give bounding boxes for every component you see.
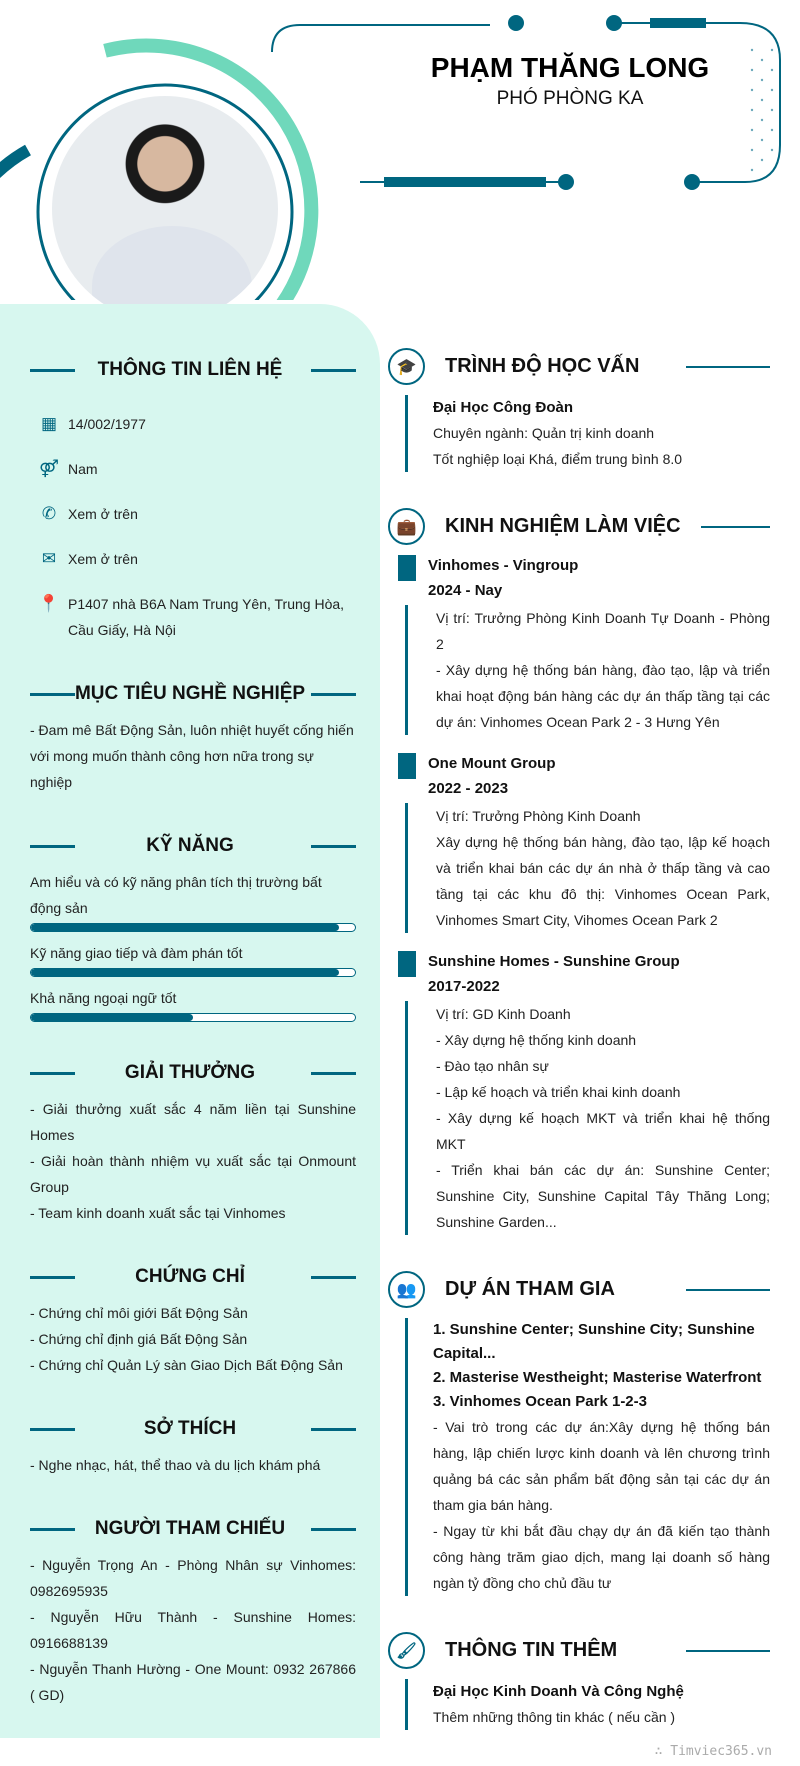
extra-section	[388, 1632, 770, 1730]
objective-heading: MỤC TIÊU NGHỀ NGHIỆP	[0, 681, 380, 707]
project-title: 2. Masterise Westheight; Masterise Waterfront	[433, 1369, 762, 1386]
projects-heading: 👥 DỰ ÁN THAM GIA	[388, 1271, 770, 1308]
brush-icon: 🖌	[388, 1632, 425, 1669]
cert-item: - Chứng chỉ môi giới Bất Động Sản	[30, 1305, 248, 1321]
contact-section	[0, 357, 380, 643]
school-name: Đại Học Công Đoàn	[433, 399, 574, 416]
location-icon: 📍	[38, 594, 60, 613]
education-section	[388, 348, 770, 472]
job-line: - Xây dựng hệ thống bán hàng, đào tạo, lập và triển khai hoạt động bán hàng các dự án thấp tầng tại các dự án: Vinhomes Ocean Park 2 - 3 Hưng Yên	[436, 662, 770, 730]
job-company: Sunshine Homes - Sunshine Group	[428, 953, 680, 970]
refs-heading: NGƯỜI THAM CHIẾU	[0, 1516, 380, 1542]
job-company: One Mount Group	[428, 755, 556, 772]
watermark: ∴ Timviec365.vn	[654, 1744, 772, 1759]
skill-label: Khả năng ngoại ngữ tốt	[30, 990, 177, 1006]
calendar-icon: ▦	[40, 414, 58, 433]
job-item	[388, 949, 770, 1235]
objective-section	[0, 681, 380, 795]
contact-birthday: ▦ 14/002/1977	[30, 411, 356, 437]
hobbies-text: - Nghe nhạc, hát, thể thao và du lịch khám phá	[30, 1457, 321, 1473]
hobbies-section	[0, 1416, 380, 1478]
projects-section	[388, 1271, 770, 1596]
experience-section	[388, 508, 770, 1235]
education-heading: 🎓 TRÌNH ĐỘ HỌC VẤN	[388, 348, 770, 385]
hobbies-heading: SỞ THÍCH	[0, 1416, 380, 1442]
timeline-marker	[398, 951, 416, 977]
certs-section	[0, 1264, 380, 1378]
job-period: 2022 - 2023	[428, 780, 509, 797]
job-line: - Xây dựng hệ thống kinh doanh	[436, 1032, 637, 1048]
experience-heading: 💼 KINH NGHIỆM LÀM VIỆC	[388, 508, 770, 545]
award-item: - Team kinh doanh xuất sắc tại Vinhomes	[30, 1205, 286, 1221]
job-description	[405, 1001, 770, 1235]
contact-phone: ✆ Xem ở trên	[30, 501, 356, 527]
graduation-cap-icon: 🎓	[388, 348, 425, 385]
extra-block	[405, 1679, 770, 1730]
divider	[686, 1289, 770, 1291]
awards-list	[0, 1096, 380, 1226]
gender-icon: ⚤	[39, 459, 59, 478]
candidate-name: PHẠM THĂNG LONG	[430, 52, 710, 83]
job-line: Vị trí: Trưởng Phòng Kinh Doanh	[436, 808, 641, 824]
ref-item: - Nguyễn Trọng An - Phòng Nhân sự Vinhomes: 0982695935	[30, 1557, 356, 1599]
ref-item: - Nguyễn Hữu Thành - Sunshine Homes: 0916688139	[30, 1609, 356, 1651]
profile-photo	[52, 96, 278, 322]
job-line: Xây dựng hệ thống bán hàng, đào tạo, lập kế hoạch và triển khai bán các dự án nhà ở thấp tầng và cao tầng tại các khu đô thị: Vinhomes Ocean Park, Vinhomes Smart City, Vihomes Ocean Park 2	[436, 834, 770, 928]
skill-bar-fill	[31, 1014, 193, 1021]
skills-heading: KỸ NĂNG	[0, 833, 380, 859]
project-title: 3. Vinhomes Ocean Park 1-2-3	[433, 1393, 647, 1410]
watermark-text: Timviec365.vn	[670, 1744, 772, 1759]
left-column	[0, 357, 380, 1746]
education-block	[405, 395, 770, 472]
refs-list	[0, 1552, 380, 1708]
job-description	[405, 605, 770, 735]
cert-item: - Chứng chỉ Quản Lý sàn Giao Dịch Bất Động Sản	[30, 1357, 343, 1373]
job-line: - Triển khai bán các dự án: Sunshine Center; Sunshine City, Sunshine Capital Tây Thăng Long; Sunshine Garden...	[436, 1162, 770, 1230]
award-item: - Giải hoàn thành nhiệm vụ xuất sắc tại Onmount Group	[30, 1153, 356, 1195]
skill-label: Kỹ năng giao tiếp và đàm phán tốt	[30, 945, 243, 961]
users-icon: 👥	[388, 1271, 425, 1308]
awards-heading: GIẢI THƯỞNG	[0, 1060, 380, 1086]
skill-label: Am hiểu và có kỹ năng phân tích thị trường bất động sản	[30, 874, 322, 916]
education-major: Chuyên ngành: Quản trị kinh doanh	[433, 425, 655, 441]
extra-title: Đại Học Kinh Doanh Và Công Nghệ	[433, 1683, 684, 1700]
extra-text: Thêm những thông tin khác ( nếu cần )	[433, 1709, 676, 1725]
projects-block	[405, 1318, 770, 1596]
skill-bar	[30, 1013, 356, 1022]
certs-list	[0, 1300, 380, 1378]
education-grade: Tốt nghiệp loại Khá, điểm trung bình 8.0	[433, 451, 683, 467]
award-item: - Giải thưởng xuất sắc 4 năm liền tại Sunshine Homes	[30, 1101, 356, 1143]
job-company: Vinhomes - Vingroup	[428, 557, 579, 574]
project-description: - Ngay từ khi bắt đầu chạy dự án đã kiến tạo thành công hàng trăm giao dịch, mang lại doanh số hàng ngàn tỷ đồng cho chủ đầu tư	[433, 1523, 770, 1591]
contact-email: ✉ Xem ở trên	[30, 546, 356, 572]
job-item	[388, 553, 770, 735]
job-period: 2017-2022	[428, 978, 500, 995]
job-description	[405, 803, 770, 933]
project-description: - Vai trò trong các dự án:Xây dựng hệ thống bán hàng, lập chiến lược kinh doanh và lên chương trình quảng bá các sản phẩm bất động sản tại các dự án tham gia bán hàng.	[433, 1419, 770, 1513]
skill-bar	[30, 968, 356, 977]
skill-bar-fill	[31, 924, 339, 931]
right-column	[388, 348, 770, 1766]
email-icon: ✉	[41, 549, 57, 568]
divider	[701, 526, 770, 528]
job-line: Vị trí: GD Kinh Doanh	[436, 1006, 571, 1022]
phone-icon: ✆	[41, 504, 57, 523]
job-line: - Xây dựng kế hoạch MKT và triển khai hệ thống MKT	[436, 1110, 770, 1152]
skill-bar	[30, 923, 356, 932]
briefcase-icon: 💼	[388, 508, 425, 545]
awards-section	[0, 1060, 380, 1226]
divider	[686, 366, 770, 368]
job-item	[388, 751, 770, 933]
cert-item: - Chứng chỉ định giá Bất Động Sản	[30, 1331, 248, 1347]
ref-item: - Nguyễn Thanh Hường - One Mount: 0932 267866 ( GD)	[30, 1661, 356, 1703]
timeline-marker	[398, 555, 416, 581]
skill-bar-fill	[31, 969, 339, 976]
job-period: 2024 - Nay	[428, 582, 503, 599]
refs-section	[0, 1516, 380, 1708]
candidate-title: PHÓ PHÒNG KA	[496, 88, 644, 109]
job-line: - Đào tạo nhân sự	[436, 1058, 549, 1074]
contact-heading: THÔNG TIN LIÊN HỆ	[0, 357, 380, 383]
job-line: - Lập kế hoạch và triển khai kinh doanh	[436, 1084, 681, 1100]
skills-section	[0, 833, 380, 1022]
divider	[686, 1650, 770, 1652]
job-line: Vị trí: Trưởng Phòng Kinh Doanh Tự Doanh - Phòng 2	[436, 610, 770, 652]
contact-gender: ⚤ Nam	[30, 456, 356, 482]
objective-text: - Đam mê Bất Động Sản, luôn nhiệt huyết cống hiến với mong muốn thành công hơn nữa trong sự nghiệp	[30, 722, 354, 790]
certs-heading: CHỨNG CHỈ	[0, 1264, 380, 1290]
extra-heading: 🖌 THÔNG TIN THÊM	[388, 1632, 770, 1669]
project-title: 1. Sunshine Center; Sunshine City; Sunshine Capital...	[433, 1321, 755, 1362]
timeline-marker	[398, 753, 416, 779]
contact-address: 📍 P1407 nhà B6A Nam Trung Yên, Trung Hòa, Cầu Giấy, Hà Nội	[30, 591, 356, 643]
